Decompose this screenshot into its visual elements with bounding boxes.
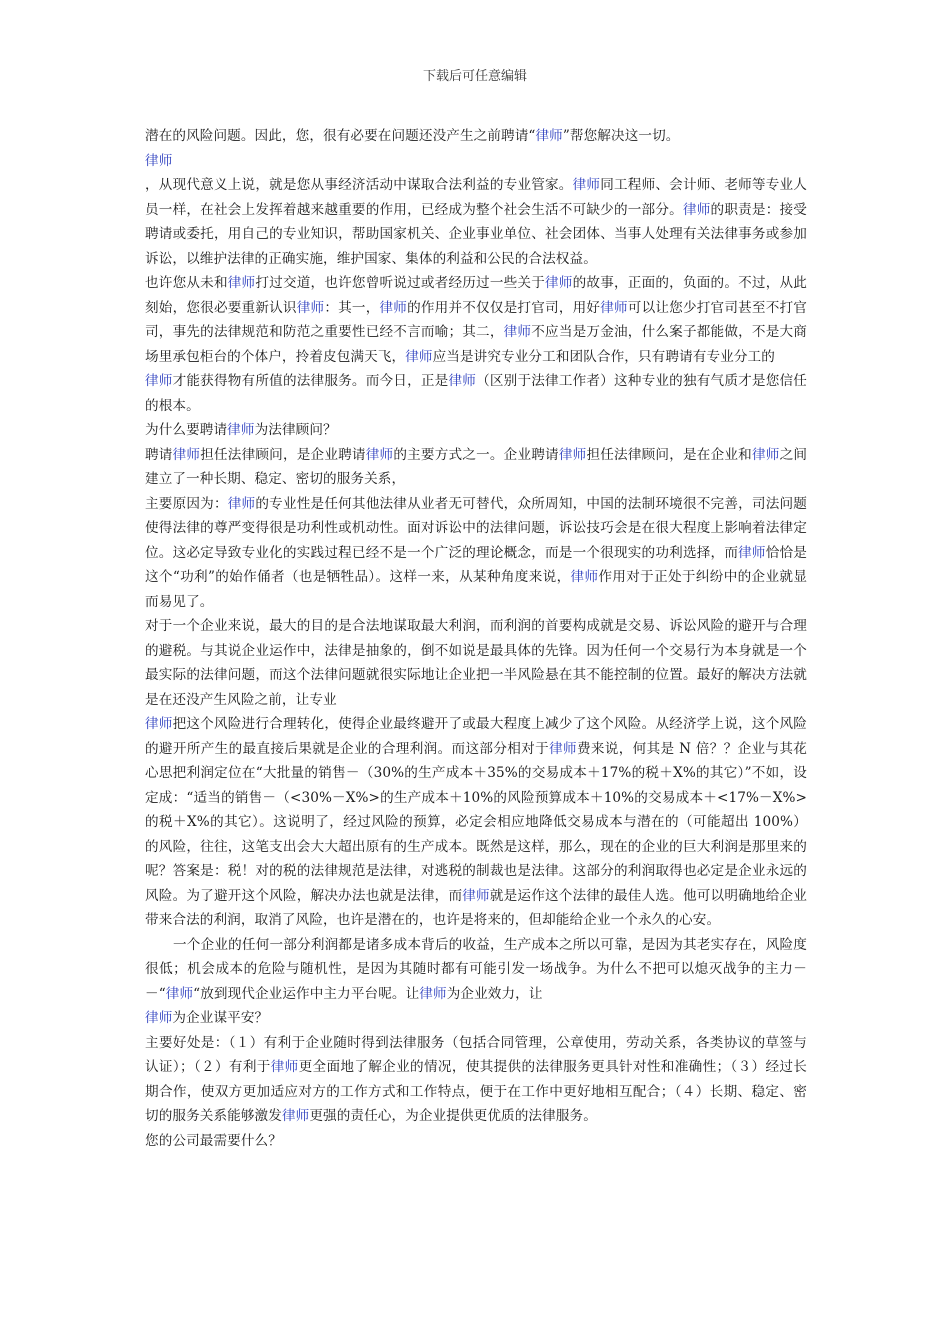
- text-run: 聘请: [145, 446, 173, 463]
- keyword-link-lawyer[interactable]: 律师: [379, 299, 408, 316]
- paragraph: [145, 1006, 807, 1031]
- text-run: 费来说，何其是 N 倍？？企业与其花心思把利润定位在“大批量的销售－（30%的生产成本＋35%的交易成本＋17%的税＋X%的其它）”不如，设定成：“适当的销售－（<30%－X%>的生产成本＋10%的风险预算成本＋10%的交易成本＋<17%－X%>的税＋X%的其它）。这说明了，经过风险的预算，必定会相应地降低交易成本与潜在的（可能超出 100%）的风险，往往，这笔支出会大大超出原有的生产成本。既然是这样，那么，现在的企业的巨大利润是那里来的呢？答案是：税！对的税的法律规范是法律，对逃税的制裁也是法律。这部分的利润取得也必定是企业永远的风险。为了避开这个风险，解决办法也就是法律，而: [145, 740, 808, 904]
- keyword-link-lawyer[interactable]: 律师: [145, 373, 173, 389]
- keyword-link-lawyer[interactable]: 律师: [558, 446, 587, 463]
- text-run: 才能获得物有所值的法律服务。而今日，正是: [172, 373, 449, 389]
- keyword-link-lawyer[interactable]: 律师: [570, 569, 599, 585]
- text-run: 主要原因为：: [145, 495, 228, 512]
- document-body: [145, 124, 807, 1153]
- keyword-link-lawyer[interactable]: 律师: [448, 373, 477, 389]
- keyword-link-lawyer[interactable]: 律师: [145, 152, 173, 169]
- paragraph: [145, 369, 807, 418]
- text-run: 担任法律顾问，是在企业和: [586, 446, 752, 463]
- keyword-link-lawyer[interactable]: 律师: [165, 985, 194, 1002]
- keyword-link-lawyer[interactable]: 律师: [405, 348, 433, 365]
- text-run: 把这个风险进行合理转化，使得企业最终避开了或最大程度上减少了这个风险。从经济学上说，这个风险的避开所产生的最直接后果就是企业的合理利润。而这部分相对于: [145, 716, 807, 757]
- text-run: （区别于法律工作者）这种专业的独有气质才是您信任的根本。: [145, 373, 808, 414]
- text-run: 可以让您少打官司甚至不打官司，事先的法律规范和防范之重要性已经不言而喻；其二，: [145, 299, 808, 340]
- text-run: 您的公司最需要什么？: [145, 1132, 282, 1149]
- keyword-link-lawyer[interactable]: 律师: [227, 495, 256, 512]
- text-run: 打过交道，也许您曾听说过或者经历过一些关于: [255, 275, 546, 291]
- text-run: 恰恰是这个“功利”的始作俑者（也是牺牲品）。这样一来，从某种角度来说，: [145, 544, 807, 585]
- text-run: ：其一，: [324, 299, 380, 316]
- text-run: 担任法律顾问，是企业聘请: [200, 446, 366, 463]
- keyword-link-lawyer[interactable]: 律师: [419, 985, 447, 1002]
- text-run: 之间建立了一种长期、稳定、密切的服务关系，: [145, 446, 808, 487]
- keyword-link-lawyer[interactable]: 律师: [365, 446, 394, 463]
- text-run: 也许您从未和: [145, 275, 228, 291]
- keyword-link-lawyer[interactable]: 律师: [545, 275, 573, 291]
- keyword-link-lawyer[interactable]: 律师: [549, 740, 577, 757]
- paragraph: [145, 124, 807, 149]
- paragraph: [145, 149, 807, 174]
- paragraph: [145, 1031, 807, 1129]
- text-run: “放到现代企业运作中主力平台呢。让: [193, 985, 420, 1002]
- keyword-link-lawyer[interactable]: 律师: [281, 1108, 310, 1124]
- paragraph: [145, 614, 807, 712]
- text-run: 的专业性是任何其他法律从业者无可替代，众所周知，中国的法制环境很不完善，司法问题使得法律的尊严变得很是功利性或机动性。面对诉讼中的法律问题，诉讼技巧会是在很大程度上影响着法律定位。这必定导致专业化的实践过程已经不是一个广泛的理论概念，而是一个很现实的功利选择，而: [145, 495, 807, 561]
- text-run: 为企业谋平安？: [172, 1010, 269, 1026]
- keyword-link-lawyer[interactable]: 律师: [145, 716, 173, 732]
- text-run: 同工程师、会计师、老师等专业人员一样，在社会上发挥着越来越重要的作用，已经成为整个社会生活不可缺少的一部分。: [145, 177, 808, 218]
- paragraph: [145, 443, 807, 492]
- text-run: 为企业效力，让: [446, 985, 543, 1002]
- text-run: 的主要方式之一。企业聘请: [393, 446, 559, 463]
- keyword-link-lawyer[interactable]: 律师: [503, 324, 532, 340]
- keyword-link-lawyer[interactable]: 律师: [462, 887, 490, 904]
- keyword-link-lawyer[interactable]: 律师: [738, 544, 766, 561]
- keyword-link-lawyer[interactable]: 律师: [227, 422, 255, 438]
- text-run: 作用对于正处于纠纷中的企业就显而易见了。: [145, 569, 808, 610]
- paragraph: [145, 418, 807, 443]
- text-run: 为什么要聘请: [145, 422, 228, 438]
- text-run: 更强的责任心，为企业提供更优质的法律服务。: [309, 1108, 597, 1124]
- text-run: 的职责是：接受聘请或委托，用自己的专业知识，帮助国家机关、企业事业单位、社会团体、当事人处理有关法律事务或参加诉讼，以维护法律的正确实施，维护国家、集体的利益和公民的合法权益。: [145, 201, 808, 267]
- keyword-link-lawyer[interactable]: 律师: [572, 177, 601, 193]
- keyword-link-lawyer[interactable]: 律师: [535, 128, 563, 144]
- text-run: ”帮您解决这一切。: [562, 128, 680, 144]
- keyword-link-lawyer[interactable]: 律师: [682, 201, 711, 218]
- keyword-link-lawyer[interactable]: 律师: [751, 446, 780, 463]
- text-run: 的故事，正面的，负面的。不过，从此刻始，您很必要重新认识: [145, 275, 807, 316]
- keyword-link-lawyer[interactable]: 律师: [172, 446, 201, 463]
- paragraph: [145, 173, 807, 271]
- text-run: 不应当是万金油，什么案子都能做，不是大商场里承包柜台的个体户，拎着皮包满天飞，: [145, 324, 808, 365]
- text-run: 为法律顾问？: [254, 422, 337, 438]
- text-run: 就是运作这个法律的最佳人选。他可以明确地给企业带来合法的利润，取消了风险，也许是潜在的，也许是将来的，但却能给企业一个永久的心安。: [145, 887, 807, 928]
- text-run: 对于一个企业来说，最大的目的是合法地谋取最大利润，而利润的首要构成就是交易、诉讼风险的避开与合理的避税。与其说企业运作中，法律是抽象的，倒不如说是最具体的先锋。因为任何一个交易行为本身就是一个最实际的法律问题，而这个法律问题就很实际地让企业把一半风险悬在其不能控制的位置。最好的解决方法就是在还没产生风险之前，让专业: [145, 618, 807, 708]
- text-run: 应当是讲究专业分工和团队合作，只有聘请有专业分工的: [432, 348, 775, 365]
- paragraph: [145, 933, 807, 1007]
- text-run: 潜在的风险问题。因此，您，很有必要在问题还没产生之前聘请“: [145, 128, 536, 144]
- paragraph: [145, 271, 807, 369]
- keyword-link-lawyer[interactable]: 律师: [600, 299, 628, 316]
- text-run: 一个企业的任何一部分利润都是诸多成本背后的收益，生产成本之所以可靠，是因为其老实存在，风险度很低；机会成本的危险与随机性，是因为其随时都有可能引发一场战争。为什么不把可以熄灭战争的主力－－“: [145, 936, 807, 1002]
- keyword-link-lawyer[interactable]: 律师: [145, 1010, 173, 1026]
- text-run: 的作用并不仅仅是打官司，用好: [407, 299, 601, 316]
- paragraph: [145, 712, 807, 933]
- text-run: 更全面地了解企业的情况，使其提供的法律服务更具针对性和准确性；（３）经过长期合作，使双方更加适应对方的工作方式和工作特点，便于在工作中更好地相互配合；（４）长期、稳定、密切的服务关系能够激发: [145, 1059, 808, 1124]
- keyword-link-lawyer[interactable]: 律师: [270, 1059, 299, 1075]
- keyword-link-lawyer[interactable]: 律师: [296, 299, 325, 316]
- page-header: 下载后可任意编辑: [422, 69, 527, 84]
- paragraph: [145, 1129, 807, 1154]
- text-run: ，从现代意义上说，就是您从事经济活动中谋取合法利益的专业管家。: [145, 177, 573, 193]
- text-run: 主要好处是：（１）有利于企业随时得到法律服务（包括合同管理，公章使用，劳动关系，各类协议的草签与认证）；（２）有利于: [145, 1034, 807, 1075]
- paragraph: [145, 492, 807, 615]
- keyword-link-lawyer[interactable]: 律师: [227, 275, 256, 291]
